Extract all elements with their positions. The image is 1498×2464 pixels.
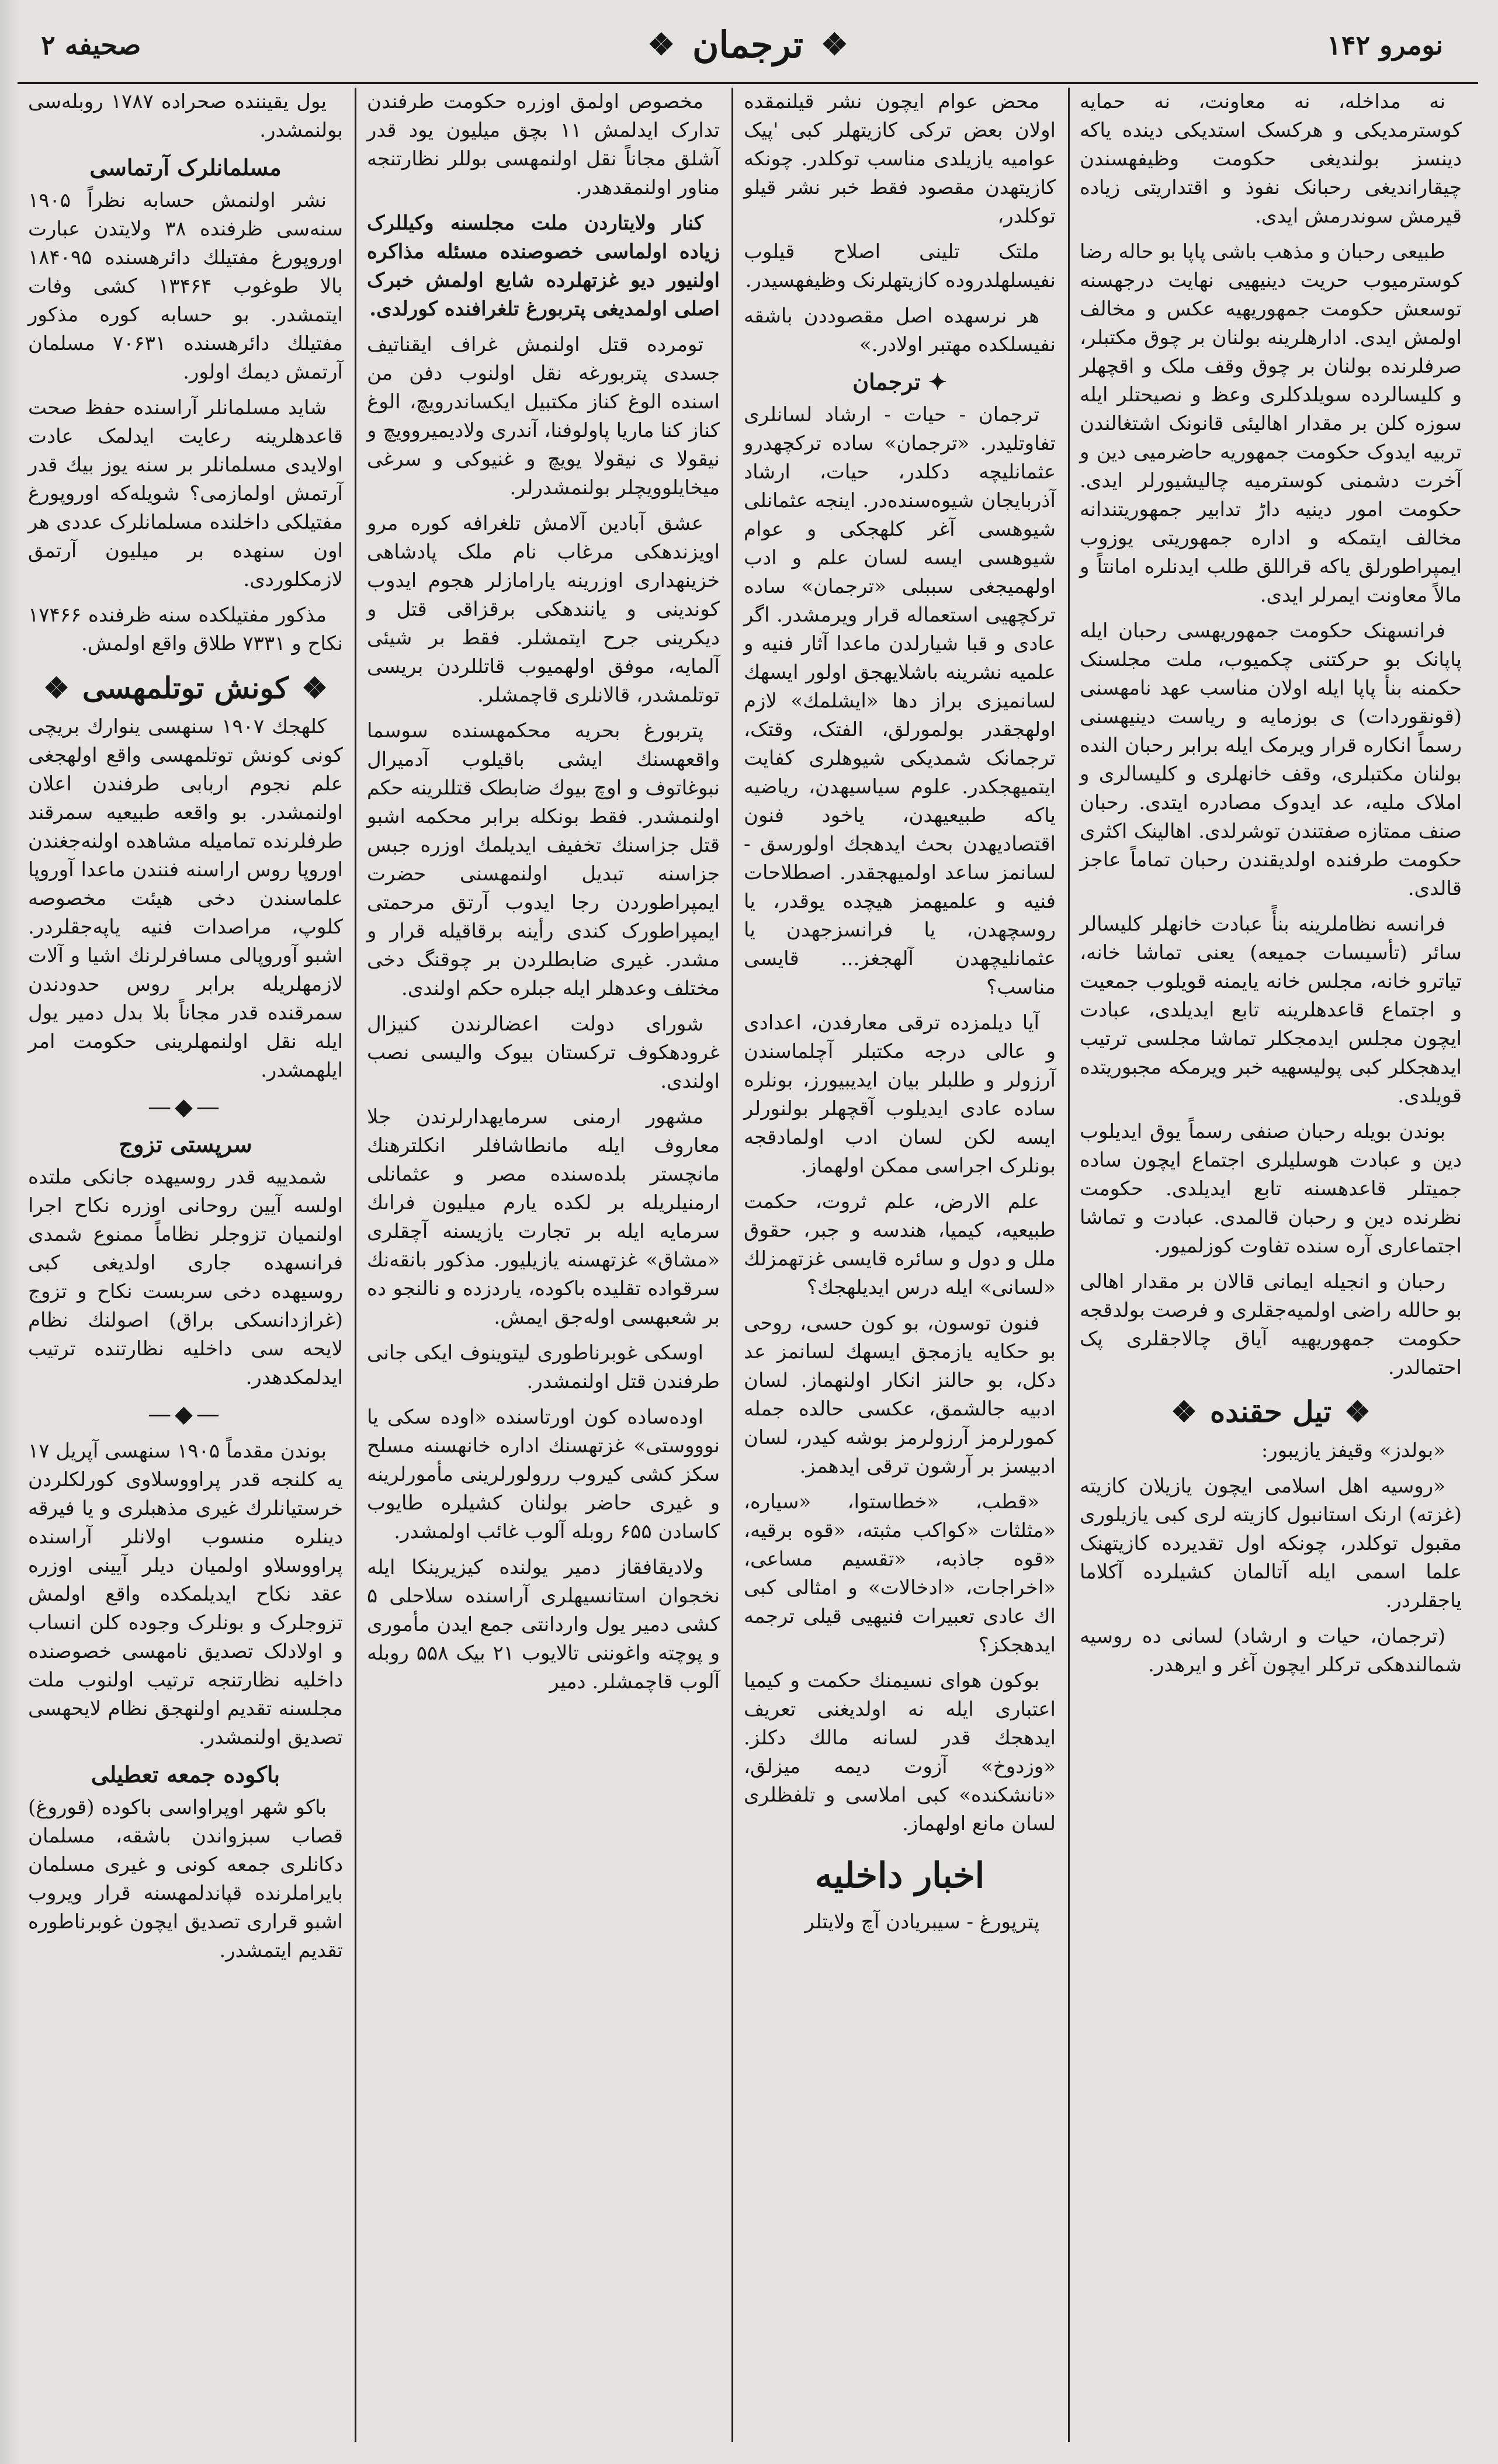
paragraph: ملتک تلینی اصلاح قیلوب نفیسلهلدروده کازیتهلرنک وظیفهسیدر. <box>744 240 1056 292</box>
column-1 <box>1069 88 1472 2442</box>
paragraph: شمدییه قدر روسیهده جانکی ملتده اولسه آیین روحانی اوزره نکاح اجرا اولنمیان تزوجلر نظاماً ممنوع شمدی فرانسهده جاری اولدیغی کبی روسیهده دخی سربست نکاح و تزوج (غرازدانسکی براق) اصولنك نظام لایحه سی داخلیه نظارتنده ترتیب ایدلمکدهدر. <box>28 1165 343 1389</box>
news-item: شورای دولت اعضالرندن کنیزال غرودهکوف ترکستان بیوک والیسی نصب اولندی. <box>367 1012 720 1093</box>
column-2 <box>733 88 1066 2442</box>
subheading: باکوده جمعه تعطیلی <box>91 1761 280 1788</box>
header-rule <box>18 82 1478 84</box>
section-heading <box>28 671 343 705</box>
masthead-title: ترجمان <box>692 23 804 66</box>
paragraph: پترپورغ - سیبریادن آچ ولایتلر <box>805 1910 1039 1934</box>
news-item: عشق آبادین آلامش تلغرافه کوره مرو اویزندهکی مرغاب نام ملک پادشاهی خزینهداری اوزرینه یارامازلر هجوم ایدوب کوندینی و یانندهکی برقزاقی قتل و دیکرینی جرح ایتمشلر. فقط بر شیئی آلمایه، موفق اولهمیوب قاتللردن بریسی توتلمشدر، قالانلری قاچمشلر. <box>367 512 720 707</box>
news-item: اوسکی غوبرناطوری لیتوینوف ایکی جانی طرفندن قتل اولنمشدر. <box>367 1341 720 1393</box>
paragraph: یول یقیننده صحراده ۱۷۸۷ روبلەسی بولنمشدر. <box>28 90 343 142</box>
paragraph: ترجمان - حیات - ارشاد لسانلری تفاوتلیدر. «ترجمان» ساده ترکچهدرو عثمانلیچه دکلدر، حیات، ارشاد آذربایجان شیوەسندەدر. اینجه عثمانلی شیوهسی آغر کلهجکی و عوام شیوهسی ایسه لسان علم و ادب اولهمیجغی سببلی «ترجمان» ساده ترکچهیی استعماله قرار ویرمشدر. اگر عادی و قبا شیارلدن ماعدا آثار فنیه و علمیه نشرینه باشلایهجق اولور ایسهك لسانمیزی براز دها «ایشلمك» لازم اولهجقدر بولمورلق، الفتک، وقتک، ترجمانک شمدیکی شیوهلری کفایت ایتمیهجکدر. علوم سیاسیهدن، ریاضیه یاکه طبیعیهدن، یاخود فنون اقتصادیهدن بحث ایدهجك اولورسق - لسانمز ساعد اولمیهجقدر. اصطلاحات فنیه و علمیهمز هیچده یوقدر، یا روسچهدن، یا فرانسزجهدن یا عثمانلیچهدن آلهجغز... قایسی مناسب؟ <box>744 403 1056 999</box>
section-heading-text: تیل حقندە <box>1210 1394 1332 1429</box>
page-fold-shadow <box>0 0 20 2464</box>
paragraph: طبیعی رحبان و مذهب باشی پاپا بو حاله رضا کوسترمیوب حریت دینیهیی نهایت درجهسنه توسعش حکومت جمهوریهیه عکس و مخالف اولمش ایدی. ادارهلرینه بولنان بر چوق مکتبلر، صرفلرنده بولنان بر چوق وقف ملک و اقچهلر و کلیسالرده سویلدکلری وعظ و نصیحتلر ایله سوزه کلن بر مقدار اهالیئی قانونک اشتغالندن تربیه ایدوک حکومت جمهوریه حاضرمیی دین و آخرت دشمنی کوسترمیه چالیشیورلر ایدی. حکومت امور دینیه داڑ تدابیر جمهوریتندانه مخالف ایتمکه و اداره جمهوریتی یوزوب ایمپراطورلق یاکه قراللق طلب ایدنلره امانتاً و مالاً معاونت ایمرلر ایدی. <box>1080 240 1462 607</box>
ornament-icon: ❖ <box>821 27 848 63</box>
column-4 <box>18 88 353 2442</box>
paragraph: شاید مسلمانلر آراسندە حفظ صحت قاعدهلرینه رعایت ایدلمک عادت اولایدی مسلمانلر بر سنه یوز بیك قدر آرتمش اولمازمی؟ شویله‌که اوروپورغ مفتیلکی داخلنده مسلمانلرک عددی هر اون سنهده بر میلیون آرتمق لازمکلوردی. <box>28 396 343 591</box>
masthead <box>647 23 848 66</box>
paragraph: محض عوام ایچون نشر قیلنمقده اولان بعض ترکی کازیتهلر کبی 'پیک عوامیه یازیلدی مناسب توکلدر. چونکه کازیتهدن مقصود فقط خبر نشر قیلو توکلدر، <box>744 90 1056 228</box>
reply-heading <box>744 367 1056 396</box>
paragraph: فرانسه نظاملرینه بنأً عبادت خانهلر کلیسالر سائر (تأسیسات جمیعه) یعنی تماشا خانه، تیاترو خانه، مجلس خانه یایمنه قویلوب جمعیت و اجتماع قاعدهلرینه تابع ایدیلدی، عبادت ایچون مجلس ایدمجکلر تماشا مجلسی ترتیب ایدهجکلر کبی پولیسهیه خبر ویرمکه مجبوریتده قویلدی. <box>1080 912 1462 1108</box>
section-heading-text: کونش توتلمهسی <box>82 671 289 705</box>
paragraph: نشر اولنمش حسابه نظراً ۱۹۰۵ سنەسی ظرفندە ۳۸ ولایتدن عبارت اوروپورغ مفتیلك دائرهسندە ۱۸۴۰۹۵ بالا طوغوب ۱۳۴۶۴ کشی وفات ایتمشدر. بو حسابه کوره مذکور مفتیلك دائرهسندە ۷۰۶۳۱ مسلمان آرتمش دیمك اولور. <box>28 189 344 384</box>
paragraph: بوندن مقدماً ۱۹۰۵ سنهسی آپریل ۱۷ یه کلنجه قدر پراووسلاوی کورلکلردن خرستیانلرك غیری مذهبلری و یا فیرقه دینلره منسوب اولانلر آراسنده پراووسلاو اولمیان دیلر آیینی اوزره عقد نکاح ایدیلمکده واقع اولمش تزوجلرک و بونلرک وجوده کلن انساب و اولادلک تصدیق نامهسی خصوصنده داخلیه نظارتنجه ترتیب اولنوب ملت مجلسنه تقدیم اولنهجق نظام لایحهسی تصدیق اولنمشدر. <box>28 1439 343 1749</box>
ornament-icon: ❖ <box>1171 1394 1197 1429</box>
paragraph: «روسیه اهل اسلامی ایچون یازیلان کازیته (غزته) ارنک استانبول کازیته لری کبی یازیلوری مقبول توکلدر، چونکه اول تقدیرده کازیتهنک علما اسمی ایله آتالمان کشیلرده آکلاما یاجقلردر. <box>1080 1474 1462 1612</box>
paragraph: باکو شهر اوپراواسی باکوده (قوروغ) قصاب سبزواندن باشقه، مسلمان دکانلری جمعه کونی و غیری مسلمان بایراملرنده قپاندلمهسنه قرار ویروب اشبو قراری تصدیق ایچون غوبرناطوره تقدیم ایتمشدر. <box>28 1796 343 1962</box>
news-item: پتربورغ بحریه محکمهسندە سوسما واقعهسنك ایشی باقیلوب آدمیرال نبوغاتوف و اوچ بیوك ضابطک قتللرینه حکم اولنمشدر. فقط بونکله برابر محکمه اشبو قتل جزاسنك تخفیف ایدیلمك اوزره جبس جزاسنه تبدیل اولنمهسنی حضرت ایمپراطوردن رجا ایدوب آرتق مرحمتی ایمپراطورک کندی رأینه برقاقیله قرار و مشدر. غیری ضابطلردن بر چوقنگ دخی مختلف وعدهلر ایله جبلره حکم اولندی. <box>367 719 720 1000</box>
news-item: تومرده قتل اولنمش غراف ایقناتیف جسدی پتربورغه نقل اولنوب دفن من اسندە الوغ کناز مکتبیل ایکساندرویچ، الوغ کناز کنا ماریا پاولوفنا، آندری ولادیمیروویچ و نیقولا ی نیقولا یویچ و غنیوکی و سرغی میخایلوویچلر بولنمشدرلر. <box>367 333 720 499</box>
paragraph: کلهجك ۱۹۰۷ سنهسی ینوارك بریچی کونی کونش توتلمهسی واقع اولهجغی علم نجوم اربابی طرفندن اعلان اولنمشدر. بو واقعه طبیعیه سمرقند طرفلرنده تمامیله مشاهده اولنەجغندن اوروپا روس اراسنه فنندن ماعدا آوروپا علماسندن دخی هیئت مخصوصه کلوپ، مراصدات فنیه یاپەجقلردر. اشبو آوروپالی مسافرلرنك اشیا و آلات لازمهلریله برابر روس حدودندن سمرقنده قدر مجاناً بلا بدل دمیر یول ایله نقل اولنمهلرینی حکومت امر ایلهمشدر. <box>28 715 343 1082</box>
subheading: مسلمانلرک آرتماسی <box>89 154 282 181</box>
news-item: اوده‌سادە کون اورتاسنده «اوده سکی یا نوووستی» غزتهسنك اداره خانهسنه مسلح سکز کشی کیروب ررولورلرینی مأمورلرینه و غیری حاضر بولنان کشیلره طایوب کاسادن ۶۵۵ روبله آلوب غائب اولمشدر. <box>367 1405 720 1543</box>
paragraph: فنون توسون، بو کون حسی، روحی بو حکایه یازمجق ایسهك لسانمز عد دکل، بو حالنز انکار اولنهماز. لسان ادبیه جالشمق، عکسی حالده جمله کمورلرمز آرزولرمز بوشه کیدر، لسان ادبیسز بر آرشون ترقی ایدهمز. <box>744 1311 1056 1478</box>
star-icon: ✦ <box>920 369 947 395</box>
column-3 <box>356 88 730 2442</box>
paragraph: رحبان و انجیله ایمانی قالان بر مقدار اهالی بو حالله راضی اولمیەجقلری و فرصت بولدقجه حکومت جمهوریهیه آیاق چالاجقلری پک احتمالدر. <box>1080 1270 1462 1379</box>
issue-number: نومرو ۱۴۲ <box>1327 29 1443 61</box>
paragraph: «بولدز» وقیفز یازیبور: <box>1261 1439 1445 1462</box>
paragraph: نه مداخله، نه معاونت، نه حمایه کوسترمدیکی و هرکسک استدیکی دیندە یاکە دینسز بولندیغی حکومت وظیفهسندن چیقاراندیغی رحبانک نفوذ و اقتداریتی زیاده قیرمش سوندرمش ایدی. <box>1080 90 1462 228</box>
paragraph: علم الارض، علم ثروت، حکمت طبیعیه، کیمیا، هندسه و جبر، حقوق ملل و دول و سائره قایسی غزتهمزلك «لسانی» ایله درس ایدیلهجك؟ <box>744 1190 1056 1299</box>
paragraph: فرانسهنک حکومت جمهوریهسی رحبان ایله پاپانک بو حرکتنی چکمیوب، ملت مجلسنک حکمنه بنأ پاپا ایله اولان مناسب عهد نامهسنی (قونقوردات) ی بوزمایه و ریاست دینیهسنی رسماً انکاره قرار ویرمک ایله برابر رحبان الندە بولنان مکتبلری، وقف خانهلری و کلیسالری و املاک ملیه، عد ایدوک مصادره ایتدی. رحبان صنف ممتازه صفتندن توشرلدی. اهالینک اکثری حکومت طرفندە اولدیقندن رحبان تماماً عاجز قالدی. <box>1080 619 1462 900</box>
ornament-icon: ❖ <box>1344 1394 1371 1429</box>
news-item: ولادیقافقاز دمیر یولنده کیزیرینکا ایله نخجوان استانسیهلری آراسنده سلاحلی ۵ کشی دمیر یول واردانتی جمع ایدن مأموری و پوچتە واغوننی تالایوب ۲۱ بیک ۵۵۸ روبله آلوب قاچمشلر. دمیر <box>367 1556 720 1693</box>
paragraph: بوکون هوای نسیمنك حکمت و کیمیا اعتباری ایله نه اولدیغنی تعریف ایدهجك قدر لسانه مالك دکلز. «وزدوخ» آزوت دیمه میزلق، «نانشکنده» کبی املاسی و تلفظلری لسان مانع اولهماز. <box>744 1669 1056 1835</box>
paragraph: مذکور مفتیلکده سنه ظرفنده ۱۷۴۶۶ نکاح و ۷۳۳۱ طلاق واقع اولمش. <box>28 603 343 655</box>
ornament-icon: ❖ <box>43 671 70 705</box>
section-title-internal-news: اخبار داخلیه <box>814 1855 985 1896</box>
paragraph: «قطب، «خطاستوا، «سیاره، «مثلثات «کواکب مثبته، «قوه برقیه، «قوه جاذبه، «تقسیم مساعی، «اخراجات، «ادخالات» و امثالی کبی اك عادی تعبیرات فنیهیی قیلی ترجمه ایدهجکز؟ <box>744 1490 1056 1657</box>
ornament-icon: ❖ <box>647 27 675 63</box>
paragraph: (ترجمان، حیات و ارشاد) لسانی ده روسیه شمالندهکی ترکلر ایچون آغر و ایرهدر. <box>1080 1625 1462 1677</box>
page-number: صحیفه ۲ <box>41 29 141 61</box>
subheading: سرپستی تزوج <box>119 1131 252 1157</box>
paragraph: آیا دیلمزده ترقی معارفدن، اعدادی و عالی درجه مکتبلر آچلماسندن آرزولر و طلبلر بیان ایدیبیورز، بونلره سادە عادی ایدیلوب آقچهلر بولنورلر ایسه لکن لسان ادب اولمادقجه بونلرک اجراسی ممکن اولهماز. <box>744 1011 1056 1178</box>
masthead-bar <box>18 12 1478 82</box>
reply-heading-text: ترجمان <box>852 369 921 395</box>
paragraph: بوندن بویله رحبان صنفی رسماً یوق ایدیلوب دین و عبادت هوسلیلری اجتماع ایچون ساده جمیتلر قاعدهسنه تابع ایدیلدی. حکومت نظرنده دین و رحبان قالمدی. عبادت و تماشا اجتماعاری آره سنده تفاوت کوزلمیور. <box>1080 1120 1462 1258</box>
news-item: کنار ولایتاردن ملت مجلسنه وکیللرک زیاده اولماسی خصوصنده مسئله مذاکره اولنیور دیو غزتهلرده شایع اولمش خبرک اصلی اولمدیغی پتربورغ تلغرافنده کورلدی. <box>367 211 720 321</box>
divider-ornament: —◆— <box>148 1401 223 1428</box>
ornament-icon: ❖ <box>301 671 328 705</box>
paragraph: هر نرسهده اصل مقصوددن باشقه نفیسلکدە مهتبر اولادر.» <box>744 304 1056 356</box>
news-item: مخصوص اولمق اوزره حکومت طرفندن تدارک ایدلمش ۱۱ بچق میلیون یود قدر آشلق مجاناً نقل اولنمهسی بوللر نظارتنجه مناور اولنمقدهدر. <box>367 90 720 199</box>
divider-ornament: —◆— <box>148 1094 223 1120</box>
section-heading <box>1080 1394 1462 1429</box>
news-item: مشهور ارمنی سرمایهدارلرندن جلا معاروف ایله مانطاشافلر انکلترهنك مانچستر بلدەسندە مصر و عثمانلی ارمنیلریله بر لکده یارم میلیون فراںك سرمایه ایله بر تجارت یازیسنه آچقلری «مشاق» غزتهسنه یازیلیور. مذکور بانقەنك سرقوادە تقلیدە باکوده، یاردزده و نالنجو ده بر شعبهسی اولەجق ایمش. <box>367 1105 720 1329</box>
